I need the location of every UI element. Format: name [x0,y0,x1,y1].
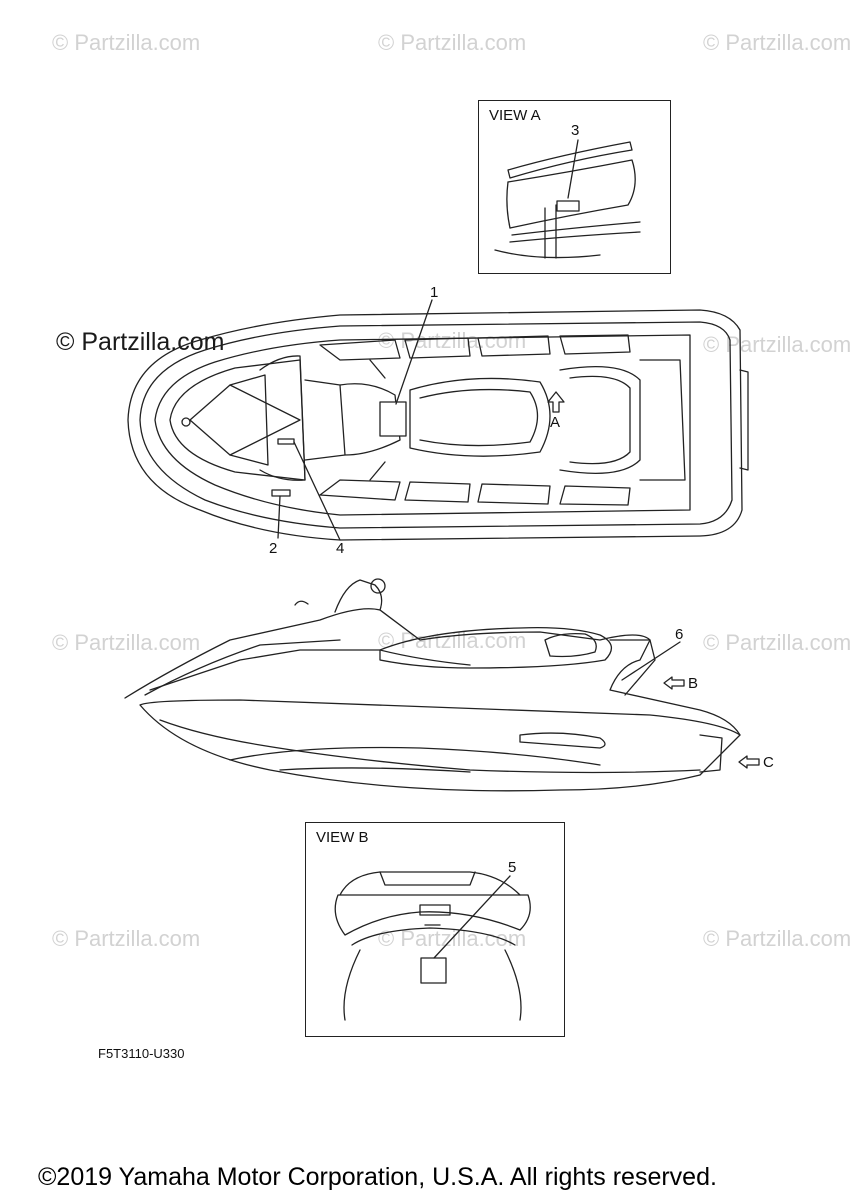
callout-2: 2 [269,540,278,557]
watermark: © Partzilla.com [703,926,851,951]
watermark: © Partzilla.com [52,926,201,951]
watermark: © Partzilla.com [378,328,527,353]
watermark: © Partzilla.com [52,30,201,55]
watermark: © Partzilla.com [378,926,527,951]
arrow-label-b: B [688,675,699,692]
watermark: © Partzilla.com [703,30,851,55]
watermark: © Partzilla.com [52,630,201,655]
callout-5: 5 [508,859,517,876]
copyright-notice: ©2019 Yamaha Motor Corporation, U.S.A. All rights reserved. [38,1163,717,1191]
arrow-label-a: A [550,414,561,431]
view-b-title: VIEW B [316,829,369,846]
view-b-frame [305,822,565,1037]
side-view-drawing [125,579,759,791]
arrow-label-c: C [763,754,774,771]
figure-code: F5T3110-U330 [98,1046,185,1061]
callout-1: 1 [430,284,439,301]
watermark: © Partzilla.com [703,332,851,357]
watermark: © Partzilla.com [378,30,527,55]
callout-4: 4 [336,540,345,557]
top-view-drawing [128,300,748,540]
view-a-title: VIEW A [489,107,541,124]
callout-3: 3 [571,122,580,139]
watermark: © Partzilla.com [378,628,527,653]
callout-6: 6 [675,626,684,643]
watermark: © Partzilla.com [703,630,851,655]
watermark-prominent: © Partzilla.com [56,328,225,356]
